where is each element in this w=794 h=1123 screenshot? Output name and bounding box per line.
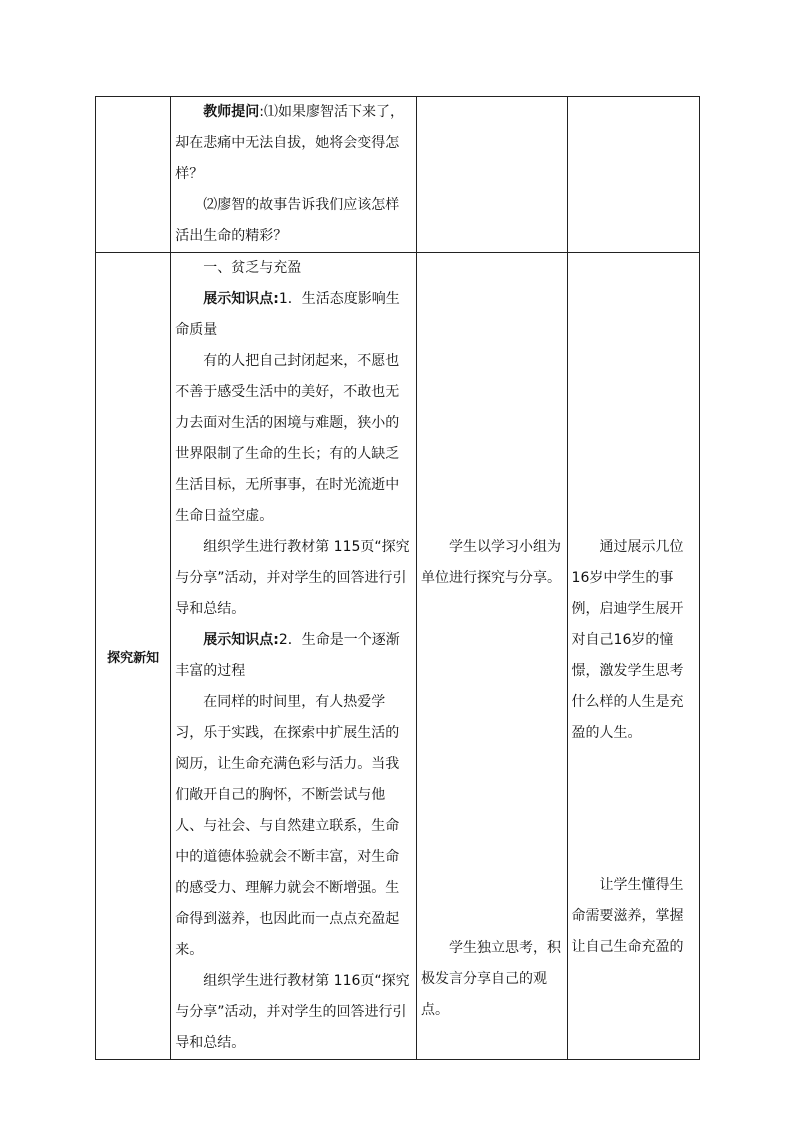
- teacher-question-1: 教师提问:⑴如果廖智活下来了，却在悲痛中无法自拔，她将会变得怎样？: [175, 104, 404, 182]
- section-title: 一、贫乏与充盈: [203, 260, 302, 276]
- stage-cell: [96, 253, 171, 1060]
- student-activity-cell: [417, 253, 567, 1060]
- task-2: 组织学生进行教材第 116页“探究与分享”活动，并对学生的回答进行引导和总结。: [175, 973, 410, 1051]
- design-intent-1: 通过展示几位16岁中学生的事例，启迪学生展开对自己16岁的憧憬，激发学生思考什么样的人生是充盈的人生。: [571, 539, 684, 741]
- student-activity-2: 学生独立思考，积极发言分享自己的观点。: [421, 940, 562, 1018]
- stage-cell: [96, 97, 171, 253]
- student-activity-1: 学生以学习小组为单位进行探究与分享。: [421, 539, 562, 586]
- design-intent-2: 让学生懂得生命需要滋养，掌握让自己生命充盈的: [571, 877, 684, 955]
- teacher-activity-cell: [171, 253, 417, 1060]
- student-activity-cell: [417, 97, 567, 253]
- teacher-activity-cell: [171, 97, 417, 253]
- teacher-question-label: 教师提问: [203, 104, 260, 120]
- design-intent-cell: [567, 97, 699, 253]
- knowledge-point-1: 展示知识点:1．生活态度影响生命质量: [175, 291, 400, 338]
- design-intent-cell: [567, 253, 699, 1060]
- paragraph-2: 在同样的时间里，有人热爱学习，乐于实践，在探索中扩展生活的阅历，让生命充满色彩与活力。当我们敞开自己的胸怀，不断尝试与他人、与社会、与自然建立联系，生命中的道德体验就会不断丰富，对生命的感受力、理解力就会不断增强。生命得到滋养，也因此而一点点充盈起来。: [175, 694, 400, 958]
- knowledge-point-2: 展示知识点:2．生命是一个逐渐丰富的过程: [175, 632, 400, 679]
- stage-label: 探究新知: [107, 650, 160, 666]
- paragraph-1: 有的人把自己封闭起来，不愿也不善于感受生活中的美好，不敢也无力去面对生活的困境与难题，狭小的世界限制了生命的生长；有的人缺乏生活目标，无所事事，在时光流逝中生命日益空虚。: [175, 353, 400, 524]
- lesson-plan-table: [95, 96, 700, 1060]
- task-1: 组织学生进行教材第 115页“探究与分享”活动，并对学生的回答进行引导和总结。: [175, 539, 410, 617]
- table-row: [96, 97, 700, 253]
- teacher-question-2: ⑵廖智的故事告诉我们应该怎样活出生命的精彩？: [175, 197, 400, 244]
- table-row: [96, 253, 700, 1060]
